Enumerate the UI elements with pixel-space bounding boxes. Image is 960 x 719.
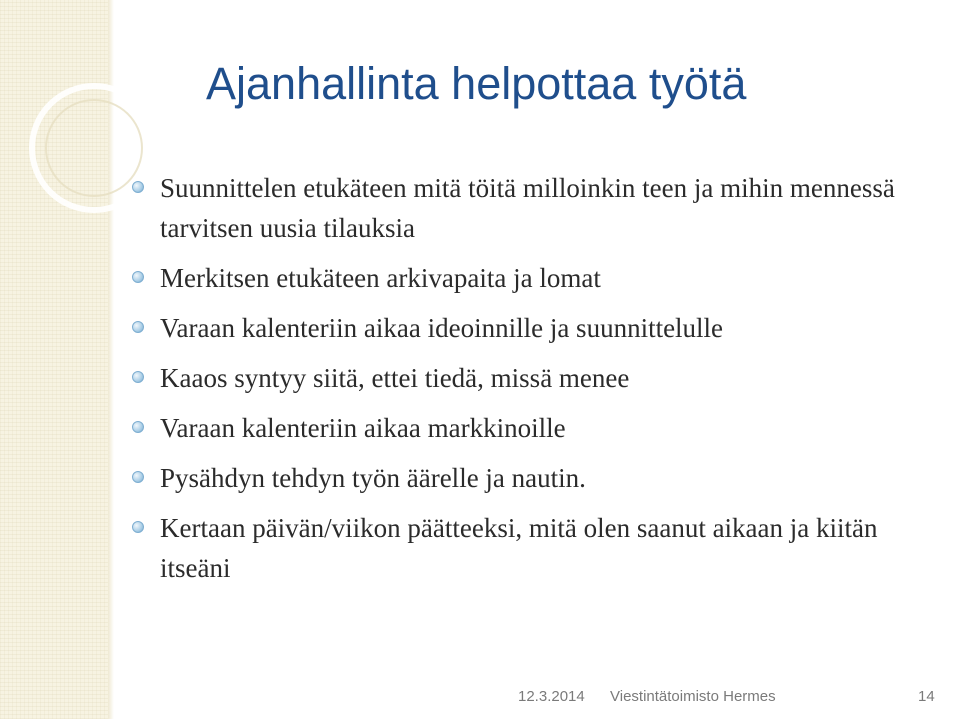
footer-date: 12.3.2014	[518, 688, 585, 705]
bullet-dot-icon	[132, 371, 144, 383]
bullet-text: Kertaan päivän/viikon päätteeksi, mitä olen saanut aikaan ja kiitän itseäni	[160, 513, 878, 583]
bullet-item	[132, 258, 947, 298]
bullet-dot-icon	[132, 181, 144, 193]
bullet-item	[132, 508, 947, 588]
bullet-dot-icon	[132, 471, 144, 483]
bullet-text: Merkitsen etukäteen arkivapaita ja lomat	[160, 263, 601, 293]
bullet-item	[132, 408, 947, 448]
bullet-item	[132, 308, 947, 348]
bullet-text: Kaaos syntyy siitä, ettei tiedä, missä menee	[160, 363, 630, 393]
bullet-dot-icon	[132, 521, 144, 533]
bullet-text: Varaan kalenteriin aikaa markkinoille	[160, 413, 566, 443]
bullet-item	[132, 358, 947, 398]
footer-organization: Viestintätoimisto Hermes	[610, 688, 776, 705]
bullet-dot-icon	[132, 421, 144, 433]
bullet-list	[132, 168, 947, 598]
bullet-text: Varaan kalenteriin aikaa ideoinnille ja suunnittelulle	[160, 313, 724, 343]
bullet-item	[132, 458, 947, 498]
bullet-dot-icon	[132, 271, 144, 283]
bullet-text: Pysähdyn tehdyn työn äärelle ja nautin.	[160, 463, 586, 493]
bullet-text: Suunnittelen etukäteen mitä töitä milloinkin teen ja mihin mennessä tarvitsen uusia tilauksia	[160, 173, 895, 243]
footer-page-number: 14	[918, 688, 935, 705]
slide-title: Ajanhallinta helpottaa työtä	[206, 58, 747, 109]
bullet-item	[132, 168, 947, 248]
bullet-dot-icon	[132, 321, 144, 333]
